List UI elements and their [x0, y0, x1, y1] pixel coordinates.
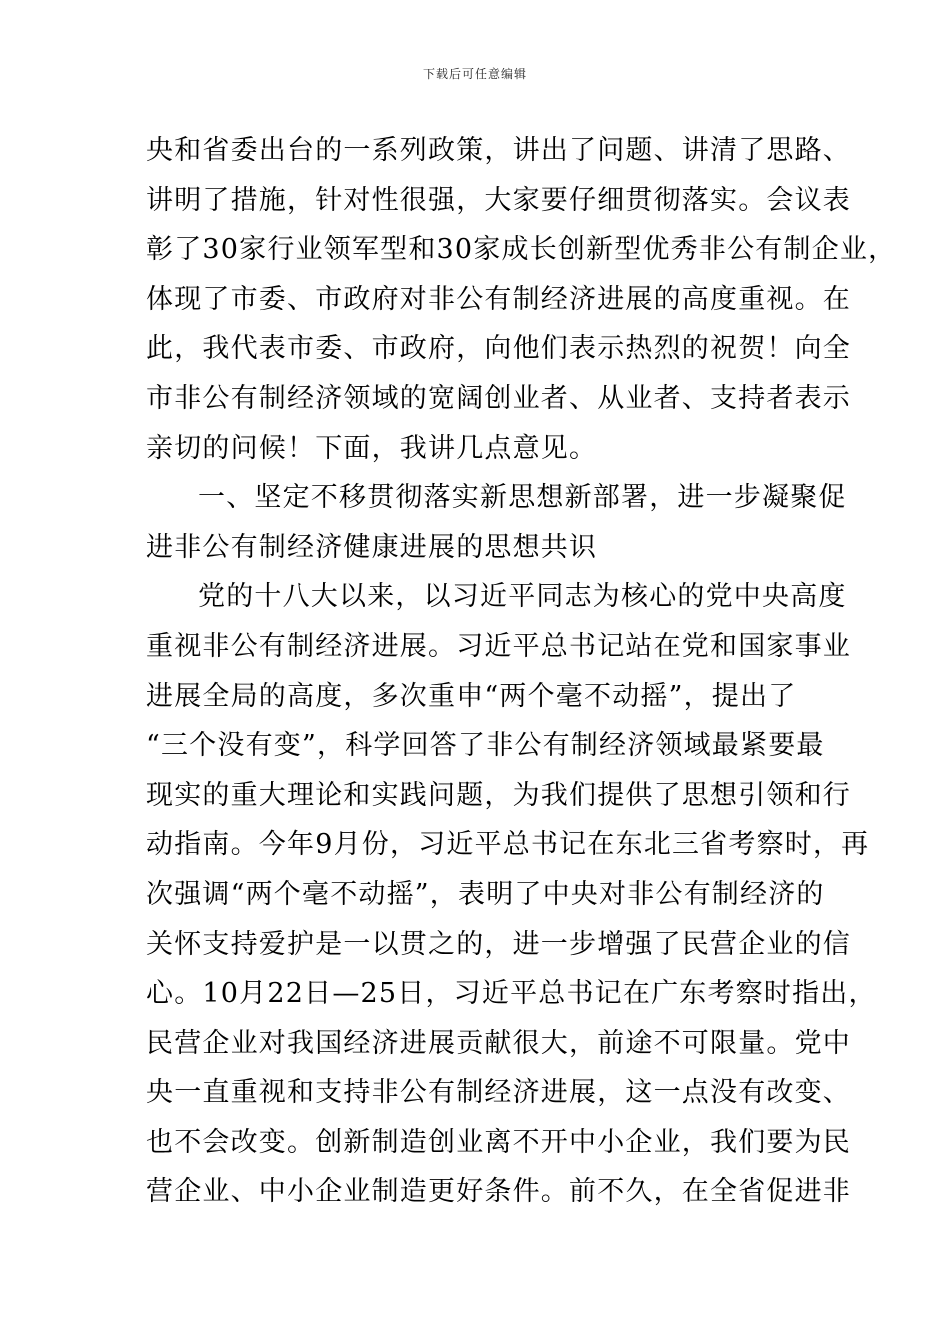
text-line: 此，我代表市委、市政府，向他们表示热烈的祝贺！向全 [146, 333, 851, 365]
text-line: 讲明了措施，针对性很强，大家要仔细贯彻落实。会议表 [146, 184, 851, 216]
text-line: 也不会改变。创新制造创业离不开中小企业，我们要为民 [146, 1126, 851, 1158]
text-line: 彰了30家行业领军型和30家成长创新型优秀非公有制企业， [146, 234, 897, 266]
text-line: 心。10月22日—25日，习近平总书记在广东考察时指出， [146, 978, 877, 1010]
section-heading-line: 一、坚定不移贯彻落实新思想新部署，进一步凝聚促 [198, 482, 847, 514]
text-line: 次强调“两个毫不动摇”，表明了中央对非公有制经济的 [146, 878, 825, 910]
document-body [146, 126, 897, 1217]
text-line: 民营企业对我国经济进展贡献很大，前途不可限量。党中 [146, 1027, 851, 1059]
text-line: 亲切的问候！下面，我讲几点意见。 [146, 432, 598, 464]
page-header-note: 下载后可任意编辑 [422, 67, 527, 81]
text-line: 重视非公有制经济进展。习近平总书记站在党和国家事业 [146, 630, 851, 662]
text-line: 营企业、中小企业制造更好条件。前不久，在全省促进非 [146, 1176, 851, 1208]
text-line: 动指南。今年9月份，习近平总书记在东北三省考察时，再 [146, 829, 870, 861]
text-line: 进展全局的高度，多次重申“两个毫不动摇”，提出了 [146, 680, 797, 712]
text-line: 党的十八大以来，以习近平同志为核心的党中央高度 [198, 581, 847, 613]
text-line: 央一直重视和支持非公有制经济进展，这一点没有改变、 [146, 1077, 851, 1109]
text-line: 现实的重大理论和实践问题，为我们提供了思想引领和行 [146, 779, 851, 811]
text-line: 体现了市委、市政府对非公有制经济进展的高度重视。在 [146, 283, 851, 315]
text-line: 央和省委出台的一系列政策，讲出了问题、讲清了思路、 [146, 135, 851, 166]
text-line: “三个没有变”，科学回答了非公有制经济领域最紧要最 [146, 730, 825, 762]
text-line: 关怀支持爱护是一以贯之的，进一步增强了民营企业的信 [146, 928, 851, 960]
text-line: 市非公有制经济领域的宽阔创业者、从业者、支持者表示 [146, 382, 851, 414]
section-heading-line: 进非公有制经济健康进展的思想共识 [146, 531, 598, 563]
